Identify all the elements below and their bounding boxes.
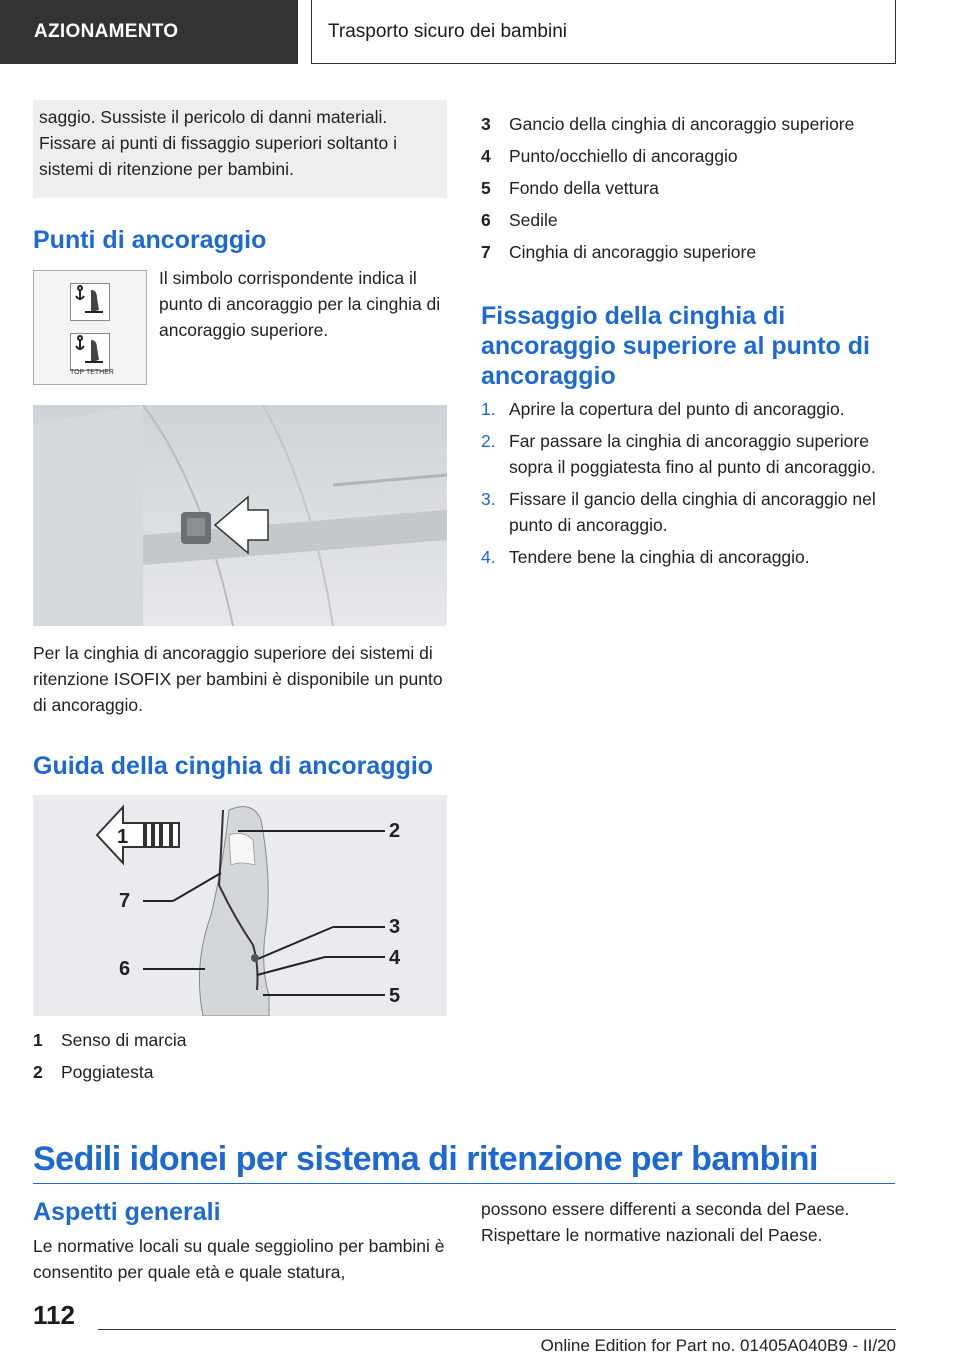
anchor-seat-icon — [70, 333, 110, 371]
symbol-description: Il simbolo corrispondente indica il punto di ancoraggio per la cinghia di ancoraggio superiore. — [159, 268, 441, 340]
header-section: AZIONAMENTO — [0, 0, 298, 64]
footer-edition: Online Edition for Part no. 01405A040B9 - II/20 — [540, 1336, 896, 1355]
header-chapter: Trasporto sicuro dei bambini — [311, 0, 896, 64]
step-item: 3. Fissare il gancio della cinghia di ancoraggio nel punto di ancoraggio. — [481, 489, 876, 535]
legend-item: 7 Cinghia di ancoraggio superiore — [481, 242, 757, 262]
fastening-steps — [481, 396, 901, 576]
svg-text:4: 4 — [389, 947, 401, 969]
top-tether-symbol-box — [33, 270, 147, 385]
legend-item: 3 Gancio della cinghia di ancoraggio superiore — [481, 114, 855, 134]
seats-text-right: possono essere differenti a seconda del Paese. Rispettare le normative nazionali del Paese. — [481, 1199, 850, 1245]
after-photo-text: Per la cinghia di ancoraggio superiore dei sistemi di ritenzione ISOFIX per bambini è disponibile un punto di ancoraggio. — [33, 643, 443, 715]
tether-guide-diagram — [33, 795, 447, 1016]
anchor-seat-icon — [70, 283, 110, 321]
svg-text:5: 5 — [389, 985, 401, 1007]
svg-text:1: 1 — [117, 826, 129, 848]
seats-text-left: Le normative locali su quale seggiolino per bambini è consentito per quale età e quale statura, — [33, 1236, 445, 1282]
guide-heading: Guida della cinghia di ancoraggio — [33, 752, 434, 780]
legend-item: 1 Senso di marcia — [33, 1030, 187, 1050]
legend-right — [481, 108, 854, 268]
footer-divider — [98, 1329, 896, 1330]
svg-text:3: 3 — [389, 916, 401, 938]
anchor-points-heading: Punti di ancoraggio — [33, 226, 267, 254]
anchor-point-photo — [33, 405, 447, 626]
legend-item: 2 Poggiatesta — [33, 1062, 154, 1082]
legend-item: 6 Sedile — [481, 210, 558, 230]
legend-item: 4 Punto/occhiello di ancoraggio — [481, 146, 738, 166]
step-item: 2. Far passare la cinghia di ancoraggio superiore sopra il poggiatesta fino al punto di ancoraggio. — [481, 431, 876, 477]
step-item: 1. Aprire la copertura del punto di ancoraggio. — [481, 399, 845, 419]
svg-text:6: 6 — [119, 958, 131, 980]
general-aspects-heading: Aspetti generali — [33, 1198, 221, 1226]
top-tether-label: TOP TETHER — [70, 369, 114, 376]
svg-text:2: 2 — [389, 820, 401, 842]
page-number: 112 — [33, 1300, 75, 1330]
fastening-heading: Fissaggio della cinghia di ancoraggio superiore al punto di ancoraggio — [481, 302, 870, 390]
seats-heading: Sedili idonei per sistema di ritenzione per bambini — [33, 1137, 895, 1184]
legend-item: 5 Fondo della vettura — [481, 178, 659, 198]
step-item: 4. Tendere bene la cinghia di ancoraggio. — [481, 547, 810, 567]
svg-text:7: 7 — [119, 890, 131, 912]
legend-left — [33, 1024, 186, 1088]
warning-box: saggio. Sussiste il pericolo di danni materiali. Fissare ai punti di fissaggio superiori soltanto i sistemi di ritenzione per bambini. — [33, 100, 447, 198]
